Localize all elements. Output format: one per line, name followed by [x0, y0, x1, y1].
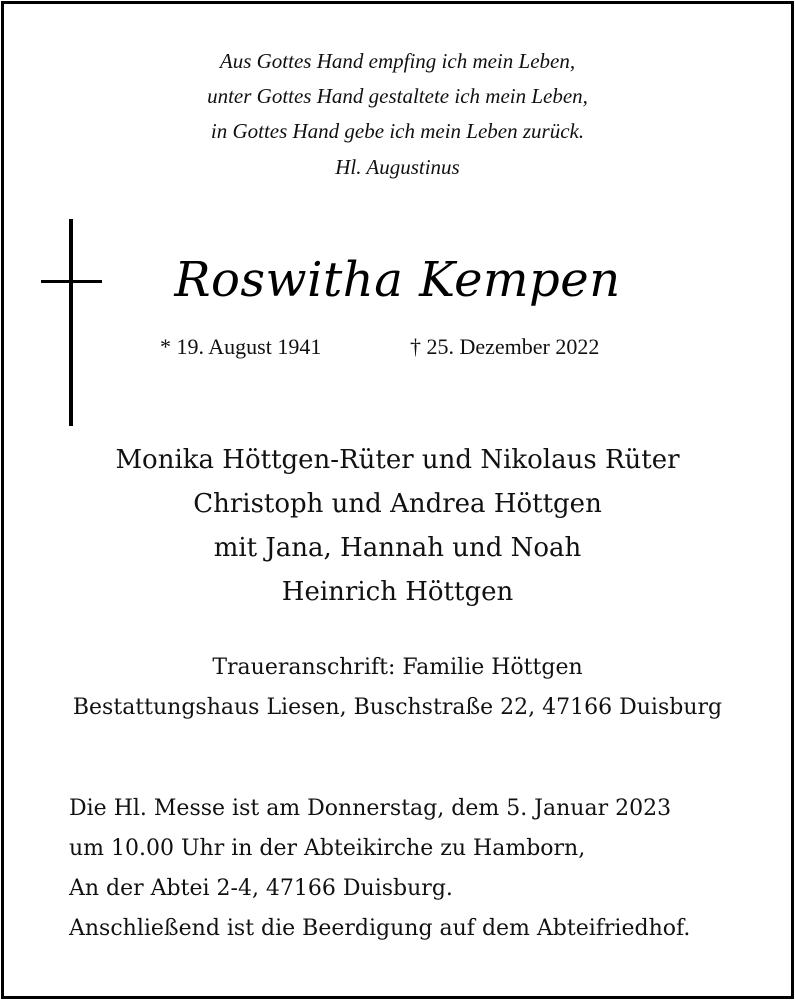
funeral-service-info — [69, 789, 769, 949]
mourner-line: Heinrich Höttgen — [281, 577, 514, 607]
quote-line: Aus Gottes Hand empfing ich mein Leben, — [219, 49, 576, 73]
address-line: Traueranschrift: Familie Höttgen — [212, 655, 583, 680]
service-line: Anschließend ist die Beerdigung auf dem Abteifriedhof. — [69, 916, 691, 941]
memorial-quote — [0, 44, 795, 185]
mourning-address — [0, 648, 795, 728]
life-dates — [0, 330, 795, 364]
quote-author: Hl. Augustinus — [335, 155, 460, 179]
mourners-list — [0, 438, 795, 614]
deceased-name: Roswitha Kempen — [174, 252, 621, 308]
quote-line: unter Gottes Hand gestaltete ich mein Leben, — [207, 84, 588, 108]
death-date: † 25. Dezember 2022 — [410, 334, 600, 359]
service-line: An der Abtei 2-4, 47166 Duisburg. — [69, 876, 453, 901]
quote-line: in Gottes Hand gebe ich mein Leben zurück. — [210, 119, 585, 143]
service-line: um 10.00 Uhr in der Abteikirche zu Hamborn, — [69, 836, 586, 861]
mourner-line: mit Jana, Hannah und Noah — [213, 533, 582, 563]
mourner-line: Monika Höttgen-Rüter und Nikolaus Rüter — [115, 445, 680, 475]
mourner-line: Christoph und Andrea Höttgen — [193, 489, 602, 519]
address-line: Bestattungshaus Liesen, Buschstraße 22, 47166 Duisburg — [72, 695, 723, 720]
service-line: Die Hl. Messe ist am Donnerstag, dem 5. Januar 2023 — [69, 796, 672, 821]
birth-date: * 19. August 1941 — [160, 334, 322, 359]
